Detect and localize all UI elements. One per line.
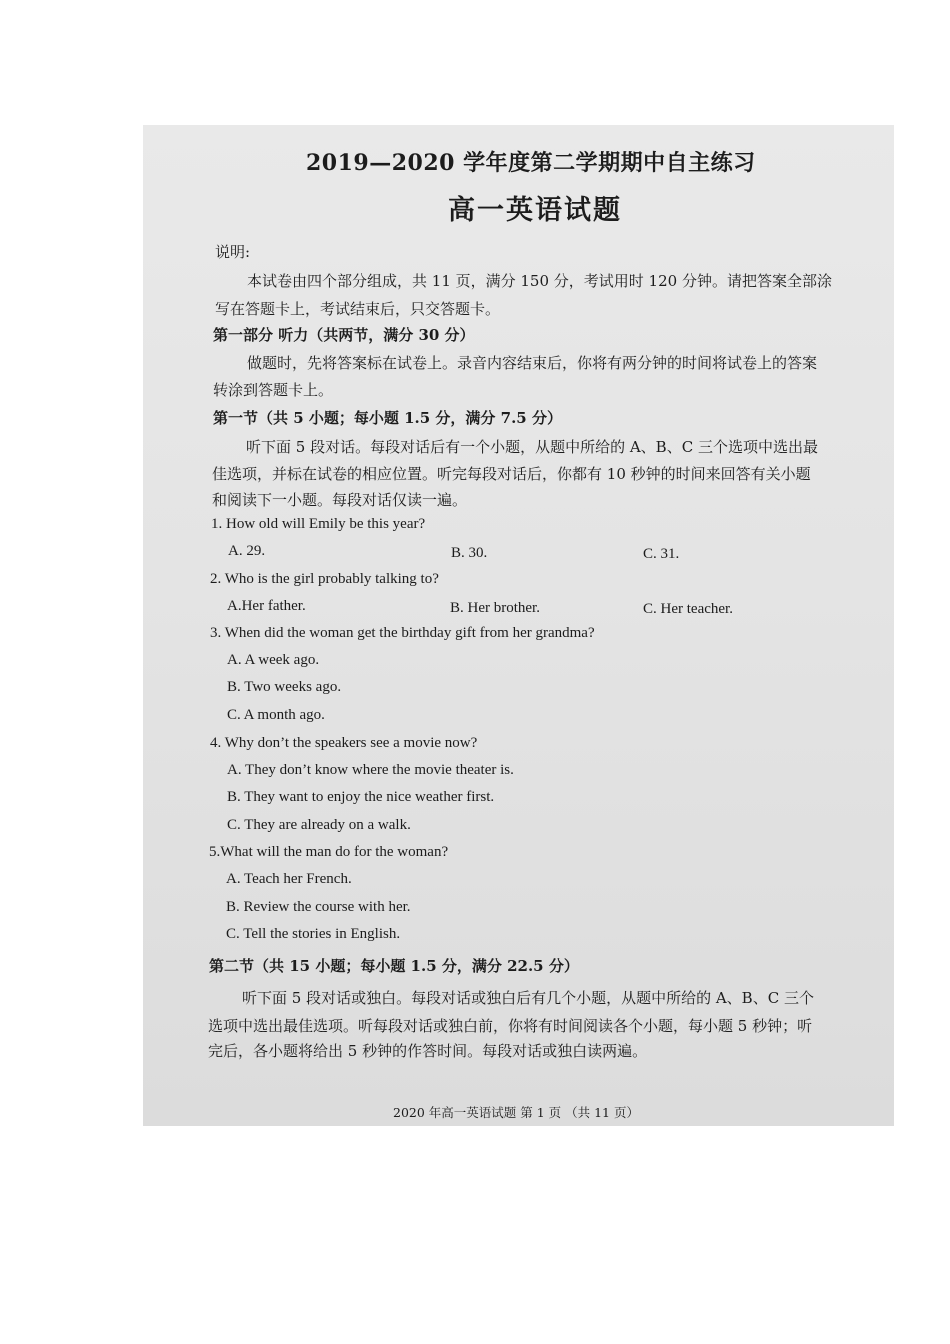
exam-subject-title: 高一英语试题 [448,195,622,226]
answer-option: B. Review the course with her. [226,899,411,915]
answer-option: B. They want to enjoy the nice weather first. [227,789,495,805]
answer-option: B. Her brother. [450,600,540,616]
exam-page [143,125,894,1126]
part1-intro-line: 转涂到答题卡上。 [213,381,334,399]
page-footer: 2020 年高一英语试题 第 1 页 （共 11 页） [393,1105,639,1120]
section2-intro-line: 选项中选出最佳选项。听每段对话或独白前，你将有时间阅读各个小题，每小题 5 秒钟；听 [208,1017,813,1035]
section1-intro-line: 听下面 5 段对话。每段对话后有一个小题，从题中所给的 A、B、C 三个选项中选出最 [246,438,818,456]
answer-option: C. Tell the stories in English. [226,926,401,942]
question-stem: 1. How old will Emily be this year? [211,516,426,532]
answer-option: B. Two weeks ago. [227,679,342,695]
section1-intro-line: 和阅读下一小题。每段对话仅读一遍。 [212,491,468,509]
section2-intro-line: 完后，各小题将给出 5 秒钟的作答时间。每段对话或独白读两遍。 [208,1042,648,1060]
part1-intro-line: 做题时，先将答案标在试卷上。录音内容结束后，你将有两分钟的时间将试卷上的答案 [247,354,818,372]
section1-intro-line: 佳选项，并标在试卷的相应位置。听完每段对话后，你都有 10 秒钟的时间来回答有关小题 [212,465,811,483]
section2-heading: 第二节（共 15 小题；每小题 1.5 分，满分 22.5 分） [209,957,579,975]
question-stem: 4. Why don’t the speakers see a movie now? [210,735,478,751]
section1-heading: 第一节（共 5 小题；每小题 1.5 分，满分 7.5 分） [213,409,562,427]
answer-option: A.Her father. [227,598,306,614]
question-stem: 2. Who is the girl probably talking to? [210,571,439,587]
answer-option: A. Teach her French. [226,871,352,887]
question-stem: 3. When did the woman get the birthday gift from her grandma? [210,625,595,641]
question-stem: 5.What will the man do for the woman? [209,844,449,860]
part1-heading: 第一部分 听力（共两节，满分 30 分） [213,326,475,344]
answer-option: C. 31. [643,546,680,562]
answer-option: C. A month ago. [227,707,325,723]
section2-intro-line: 听下面 5 段对话或独白。每段对话或独白后有几个小题，从题中所给的 A、B、C 三个 [242,989,814,1007]
answer-option: A. A week ago. [227,652,320,668]
answer-option: C. Her teacher. [643,601,733,617]
instructions-label: 说明: [215,243,251,261]
answer-option: A. 29. [228,543,266,559]
exam-title: 2019—2020 学年度第二学期期中自主练习 [306,150,756,176]
answer-option: B. 30. [451,545,488,561]
instructions-line: 本试卷由四个部分组成，共 11 页，满分 150 分，考试用时 120 分钟。请把答案全部涂 [247,272,832,290]
answer-option: C. They are already on a walk. [227,817,411,833]
answer-option: A. They don’t know where the movie theater is. [227,762,514,778]
instructions-line: 写在答题卡上，考试结束后，只交答题卡。 [215,300,501,318]
